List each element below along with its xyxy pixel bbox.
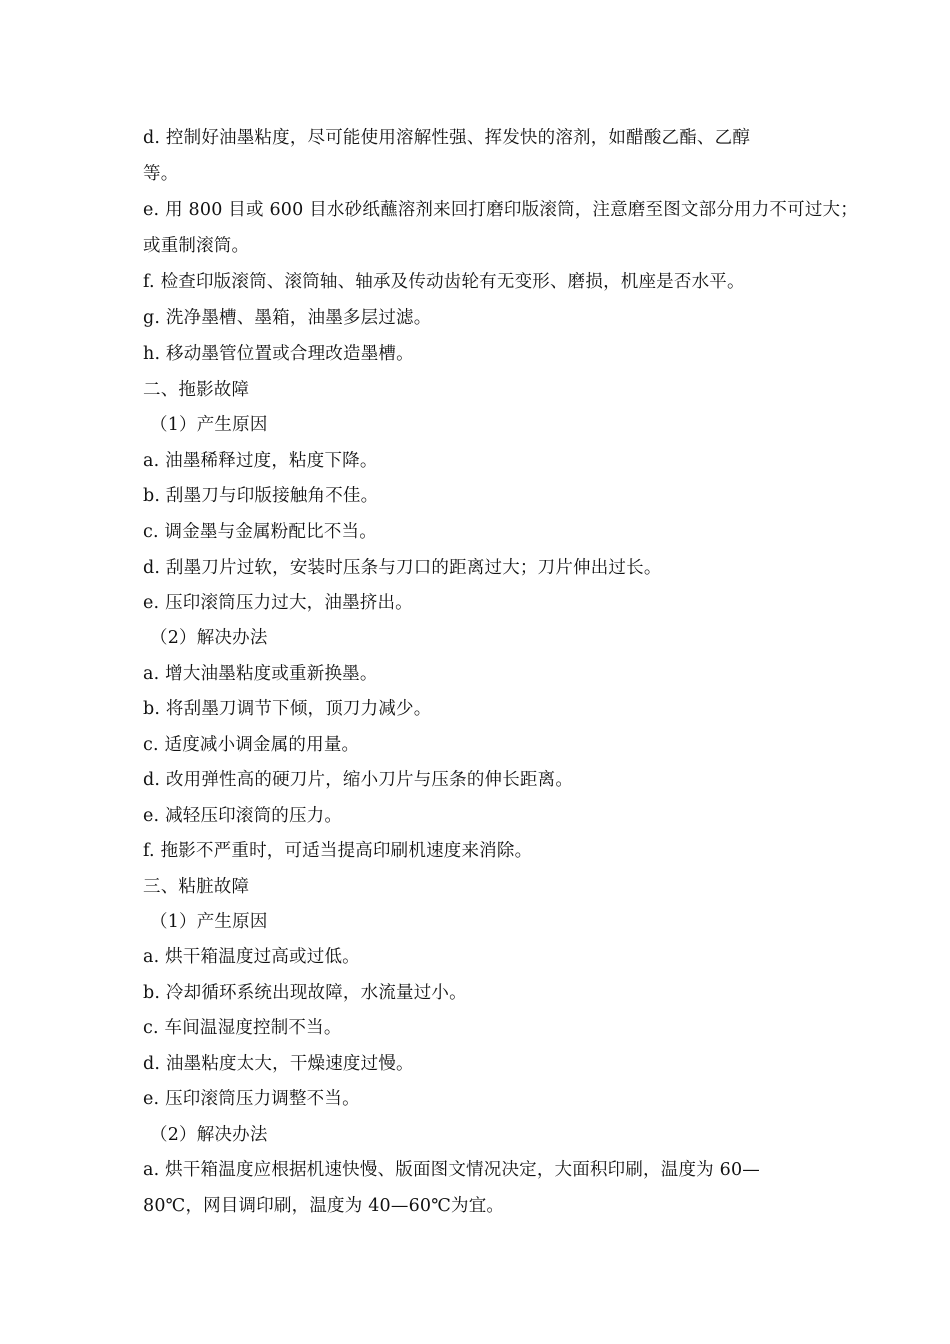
section-heading: 二、拖影故障 (143, 380, 250, 400)
text-line: 等。 (143, 164, 179, 184)
text-line: a. 油墨稀释过度，粘度下降。 (143, 451, 378, 471)
text-line: e. 减轻压印滚筒的压力。 (143, 806, 343, 826)
subsection-heading: （2）解决办法 (150, 1125, 268, 1145)
text-line: a. 烘干箱温度过高或过低。 (143, 947, 360, 967)
text-line: b. 刮墨刀与印版接触角不佳。 (143, 486, 379, 506)
text-line: c. 调金墨与金属粉配比不当。 (143, 522, 377, 542)
subsection-heading: （1）产生原因 (150, 415, 268, 435)
text-line: 或重制滚筒。 (143, 236, 250, 256)
text-line: c. 适度减小调金属的用量。 (143, 735, 360, 755)
subsection-heading: （1）产生原因 (150, 912, 268, 932)
text-line: f. 检查印版滚筒、滚筒轴、轴承及传动齿轮有无变形、磨损，机座是否水平。 (143, 272, 745, 292)
text-line: d. 改用弹性高的硬刀片，缩小刀片与压条的伸长距离。 (143, 770, 574, 790)
text-line: e. 压印滚筒压力调整不当。 (143, 1089, 360, 1109)
text-line: d. 控制好油墨粘度，尽可能使用溶解性强、挥发快的溶剂，如醋酸乙酯、乙醇 (143, 128, 751, 148)
text-line: a. 增大油墨粘度或重新换墨。 (143, 664, 378, 684)
text-line: g. 洗净墨槽、墨箱，油墨多层过滤。 (143, 308, 432, 328)
text-line: c. 车间温湿度控制不当。 (143, 1018, 342, 1038)
subsection-heading: （2）解决办法 (150, 628, 268, 648)
text-line: e. 用 800 目或 600 目水砂纸蘸溶剂来回打磨印版滚筒，注意磨至图文部分用力不可过大； (143, 200, 858, 220)
text-line: f. 拖影不严重时，可适当提高印刷机速度来消除。 (143, 841, 533, 861)
text-line: b. 冷却循环系统出现故障，水流量过小。 (143, 983, 467, 1003)
text-line: 80℃，网目调印刷，温度为 40—60℃为宜。 (143, 1196, 505, 1216)
section-heading: 三、粘脏故障 (143, 877, 250, 897)
text-line: d. 油墨粘度太大，干燥速度过慢。 (143, 1054, 414, 1074)
text-line: b. 将刮墨刀调节下倾，顶刀力减少。 (143, 699, 432, 719)
text-line: a. 烘干箱温度应根据机速快慢、版面图文情况决定，大面积印刷，温度为 60— (143, 1160, 760, 1180)
text-line: d. 刮墨刀片过软，安装时压条与刀口的距离过大；刀片伸出过长。 (143, 558, 662, 578)
text-line: h. 移动墨管位置或合理改造墨槽。 (143, 344, 414, 364)
text-line: e. 压印滚筒压力过大，油墨挤出。 (143, 593, 413, 613)
